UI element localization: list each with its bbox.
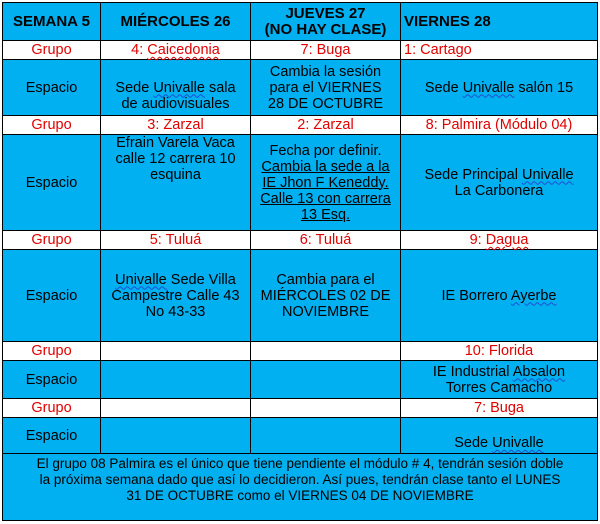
grupo-viernes: 1: Cartago — [401, 41, 598, 60]
grupo-row — [3, 41, 598, 60]
header-jueves-line2: (NO HAY CLASE) — [264, 20, 387, 38]
grupo-viernes: 8: Palmira (Módulo 04) — [401, 116, 598, 135]
grupo-miercoles-empty — [101, 399, 251, 418]
grupo-miercoles — [101, 41, 251, 60]
espacio-miercoles: Sede Univalle sala de audiovisuales — [101, 60, 251, 116]
note-line: la próxima semana dado que así lo decidieron. Así pues, tendrán clase tanto el LUNES — [39, 472, 561, 487]
note-line: 31 DE OCTUBRE como el VIERNES 04 DE NOVIEMBRE — [126, 488, 474, 503]
espacio-jueves-empty — [251, 361, 401, 399]
grupo-row — [3, 231, 598, 250]
grupo-row — [3, 399, 598, 418]
espacio-miercoles: Efrain Varela Vaca calle 12 carrera 10 esquina — [101, 135, 251, 231]
espacio-row — [3, 418, 598, 454]
espacio-miercoles-empty — [101, 361, 251, 399]
espacio-row — [3, 361, 598, 399]
espacio-viernes: IE Borrero Ayerbe — [401, 250, 598, 342]
espacio-label: Espacio — [3, 250, 101, 342]
espacio-viernes: Sede Principal Univalle La Carbonera — [401, 135, 598, 231]
grupo-viernes: 10: Florida — [401, 342, 598, 361]
grupo-label: Grupo — [3, 41, 101, 60]
grupo-number: 4: — [131, 42, 148, 58]
grupo-label: Grupo — [3, 342, 101, 361]
note-row — [3, 454, 598, 521]
grupo-jueves-empty — [251, 399, 401, 418]
grupo-jueves: 6: Tuluá — [251, 231, 401, 250]
grupo-jueves-empty — [251, 342, 401, 361]
schedule-table — [2, 2, 598, 521]
espacio-label: Espacio — [3, 361, 101, 399]
grupo-row — [3, 342, 598, 361]
espacio-row — [3, 135, 598, 231]
espacio-jueves: Cambia la sesión para el VIERNES 28 DE OCTUBRE — [251, 60, 401, 116]
espacio-miercoles: Univalle Sede Villa Campestre Calle 43 No 43-33 — [101, 250, 251, 342]
espacio-jueves: Cambia para el MIÉRCOLES 02 DE NOVIEMBRE — [251, 250, 401, 342]
header-viernes: VIERNES 28 — [401, 3, 598, 41]
grupo-label: Grupo — [3, 116, 101, 135]
grupo-city: Caicedonia — [147, 42, 220, 58]
header-jueves-line1: JUEVES 27 — [285, 4, 366, 22]
grupo-label: Grupo — [3, 399, 101, 418]
grupo-jueves: 7: Buga — [251, 41, 401, 60]
espacio-viernes: Sede Univalle salón 15 — [401, 60, 598, 116]
espacio-label: Espacio — [3, 135, 101, 231]
header-jueves — [251, 3, 401, 41]
header-row — [3, 3, 598, 41]
grupo-miercoles: 5: Tuluá — [101, 231, 251, 250]
grupo-row — [3, 116, 598, 135]
header-semana: SEMANA 5 — [3, 3, 101, 41]
header-miercoles: MIÉRCOLES 26 — [101, 3, 251, 41]
grupo-label: Grupo — [3, 231, 101, 250]
grupo-miercoles: 3: Zarzal — [101, 116, 251, 135]
note-line: El grupo 08 Palmira es el único que tiene pendiente el módulo # 4, tendrán sesión doble — [36, 456, 564, 471]
espacio-jueves: Fecha por definir. Cambia la sede a la IE Jhon F Keneddy. Calle 13 con carrera 13 Esq. — [251, 135, 401, 231]
espacio-viernes: Sede Univalle — [401, 418, 598, 454]
espacio-viernes: IE Industrial Absalon Torres Camacho — [401, 361, 598, 399]
espacio-row — [3, 250, 598, 342]
espacio-jueves-empty — [251, 418, 401, 454]
espacio-row — [3, 60, 598, 116]
espacio-label: Espacio — [3, 60, 101, 116]
grupo-miercoles-empty — [101, 342, 251, 361]
espacio-label: Espacio — [3, 418, 101, 454]
grupo-viernes: 7: Buga — [401, 399, 598, 418]
grupo-viernes: 9: Dagua — [401, 231, 598, 250]
espacio-miercoles-empty — [101, 418, 251, 454]
note-cell — [3, 454, 598, 521]
grupo-jueves: 2: Zarzal — [251, 116, 401, 135]
